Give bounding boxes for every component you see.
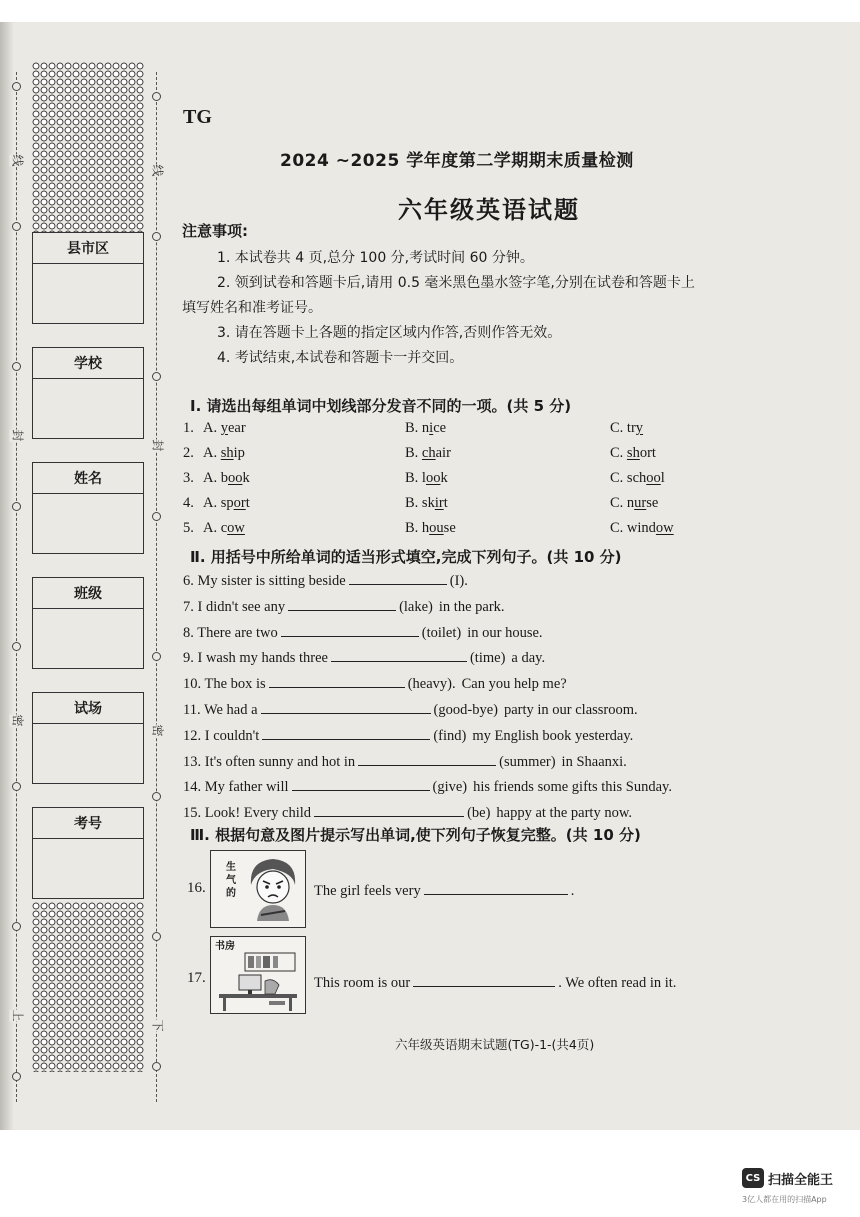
underlined-letters: ur xyxy=(634,495,647,511)
picture-hint-study: 书房 xyxy=(215,941,235,952)
seal-circle xyxy=(152,512,161,521)
watermark-tagline: 3亿人都在用的扫描App xyxy=(742,1195,827,1204)
fill-in-question xyxy=(183,802,632,822)
option-text: ear xyxy=(227,420,246,436)
option-text: B. xyxy=(405,445,422,461)
field-class[interactable] xyxy=(32,577,144,669)
question-16-text: The girl feels very xyxy=(314,883,421,899)
fill-in-question xyxy=(183,699,638,719)
option-text: se xyxy=(443,520,456,536)
answer-blank[interactable] xyxy=(331,647,467,662)
seal-circle xyxy=(152,372,161,381)
watermark-name: 扫描全能王 xyxy=(768,1172,834,1188)
underlined-letters: oo xyxy=(425,470,441,486)
notice-line: 3. 请在答题卡上各题的指定区域内作答,否则作答无效。 xyxy=(217,325,562,341)
underlined-letters: y xyxy=(220,420,228,436)
fill-in-question xyxy=(183,751,627,771)
seal-circle xyxy=(12,222,21,231)
answer-blank-17[interactable] xyxy=(413,972,555,987)
option-text: se xyxy=(646,495,659,511)
question-text-end: Can you help me? xyxy=(461,676,567,693)
underlined-letters: ou xyxy=(429,520,444,536)
question-text: 14. My father will xyxy=(183,779,289,796)
option-b xyxy=(405,495,448,512)
fill-in-question xyxy=(183,673,567,693)
seal-line-right xyxy=(156,72,159,1102)
option-a xyxy=(203,495,250,512)
option-text: A. xyxy=(203,420,221,436)
answer-blank-16[interactable] xyxy=(424,880,568,895)
option-text: C. n xyxy=(610,495,635,511)
answer-blank[interactable] xyxy=(292,776,430,791)
seal-circle xyxy=(152,932,161,941)
option-a xyxy=(203,445,245,462)
fill-in-question xyxy=(183,776,672,796)
word-hint: (time) xyxy=(469,650,506,667)
seal-circle xyxy=(152,792,161,801)
exam-subtitle: 六年级英语试题 xyxy=(398,196,580,224)
option-text: C. sch xyxy=(610,470,647,486)
question-text-end: a day. xyxy=(511,650,546,667)
field-exam-number[interactable] xyxy=(32,807,144,899)
notice-line: 1. 本试卷共 4 页,总分 100 分,考试时间 60 分钟。 xyxy=(217,250,534,266)
question-text-end: in Shaanxi. xyxy=(561,753,627,770)
paper-code: TG xyxy=(183,106,212,128)
word-hint: (I). xyxy=(449,573,468,589)
underlined-letters: sh xyxy=(220,445,234,461)
question-17-number: 17. xyxy=(187,970,206,986)
question-17 xyxy=(314,972,676,992)
camscanner-logo: CS xyxy=(742,1168,764,1188)
notice-line: 填写姓名和准考证号。 xyxy=(182,300,322,316)
option-text: B. n xyxy=(405,420,430,436)
option-text: C. wind xyxy=(610,520,656,536)
question-text-end: his friends some gifts this Sunday. xyxy=(473,779,672,796)
question-text-end: party in our classroom. xyxy=(503,702,638,718)
notice-line: 4. 考试结束,本试卷和答题卡一并交回。 xyxy=(217,350,464,366)
question-16-number: 16. xyxy=(187,880,206,896)
fill-in-question xyxy=(183,622,543,642)
word-hint: (heavy). xyxy=(407,676,456,693)
word-hint: (find) xyxy=(433,727,467,744)
scan-edge-shadow xyxy=(0,22,14,1130)
question-text: 7. I didn't see any xyxy=(183,598,286,615)
seal-circle xyxy=(12,502,21,511)
page-footer: 六年级英语期末试题(TG)-1-(共4页) xyxy=(395,1037,595,1052)
field-label: 县市区 xyxy=(33,233,143,264)
field-county[interactable] xyxy=(32,232,144,324)
seal-char: 封 xyxy=(10,429,25,442)
fill-in-question xyxy=(183,596,505,616)
option-b xyxy=(405,470,448,487)
option-c xyxy=(610,470,665,487)
question-text: 11. We had a xyxy=(183,702,258,718)
field-label: 试场 xyxy=(33,693,143,724)
seal-char: 封 xyxy=(150,439,165,452)
seal-char: 线 xyxy=(10,154,25,167)
answer-blank[interactable] xyxy=(281,622,419,637)
seal-char: 线 xyxy=(150,164,165,177)
seal-circle xyxy=(152,92,161,101)
fill-in-question xyxy=(183,570,474,590)
question-17-end: . We often read in it. xyxy=(558,975,677,991)
option-text: C. xyxy=(610,445,627,461)
option-text: t xyxy=(245,495,250,511)
field-school[interactable] xyxy=(32,347,144,439)
seal-circle xyxy=(12,1072,21,1081)
underlined-letters: oo xyxy=(227,470,243,486)
seal-circle xyxy=(152,232,161,241)
section-2-heading: Ⅱ. 用括号中所给单词的适当形式填空,完成下列句子。(共 10 分) xyxy=(190,548,622,566)
section-1-heading: Ⅰ. 请选出每组单词中划线部分发音不同的一项。(共 5 分) xyxy=(190,397,572,415)
question-text-end: happy at the party now. xyxy=(496,805,632,822)
question-text: 15. Look! Every child xyxy=(183,805,312,822)
underlined-letters: i xyxy=(429,420,434,436)
option-text: ce xyxy=(433,420,447,436)
question-number: 5. xyxy=(183,520,194,536)
question-number: 1. xyxy=(183,420,194,436)
question-text: 12. I couldn't xyxy=(183,727,260,744)
picture-hint-angry: 生气的 xyxy=(226,862,236,899)
question-16-end: . xyxy=(570,883,575,899)
option-c xyxy=(610,520,674,537)
study-room-icon xyxy=(215,951,301,1011)
field-label: 班级 xyxy=(33,578,143,609)
seal-circle xyxy=(12,782,21,791)
option-text: C. tr xyxy=(610,420,636,436)
option-c xyxy=(610,445,656,462)
option-text: A. sp xyxy=(203,495,234,511)
option-text: t xyxy=(443,495,448,511)
word-hint: (give) xyxy=(432,779,468,796)
exam-title: 2024 ~2025 学年度第二学期期末质量检测 xyxy=(280,151,634,171)
question-number: 4. xyxy=(183,495,194,511)
notice-heading: 注意事项: xyxy=(182,222,248,240)
answer-blank[interactable] xyxy=(262,725,430,740)
field-name[interactable] xyxy=(32,462,144,554)
field-label: 姓名 xyxy=(33,463,143,494)
study-room-picture xyxy=(210,936,306,1014)
word-hint: (be) xyxy=(467,805,491,822)
field-label: 学校 xyxy=(33,348,143,379)
option-text: B. h xyxy=(405,520,430,536)
binding-dots-top xyxy=(32,62,144,232)
option-b xyxy=(405,420,446,437)
underlined-letters: y xyxy=(635,420,644,436)
seal-char: 上 xyxy=(10,1009,25,1022)
seal-circle xyxy=(12,642,21,651)
question-text: 8. There are two xyxy=(183,624,278,641)
seal-circle xyxy=(152,652,161,661)
question-16 xyxy=(314,880,574,900)
answer-blank[interactable] xyxy=(314,802,464,817)
question-text-end: my English book yesterday. xyxy=(472,727,634,744)
underlined-letters: sh xyxy=(626,445,640,461)
seal-char: 密 xyxy=(150,724,165,737)
angry-girl-icon xyxy=(243,855,303,925)
word-hint: (good-bye) xyxy=(433,702,498,718)
option-c xyxy=(610,495,658,512)
option-text: ort xyxy=(639,445,656,461)
question-number: 2. xyxy=(183,445,194,461)
option-b xyxy=(405,520,456,537)
field-label: 考号 xyxy=(33,808,143,839)
fill-in-question xyxy=(183,725,633,745)
option-text: A. c xyxy=(203,520,228,536)
underlined-letters: or xyxy=(233,495,246,511)
seal-circle xyxy=(12,922,21,931)
option-text: k xyxy=(242,470,250,486)
question-text: 13. It's often sunny and hot in xyxy=(183,753,356,770)
binding-dots-bottom xyxy=(32,902,144,1072)
field-exam-room[interactable] xyxy=(32,692,144,784)
answer-blank[interactable] xyxy=(349,570,447,585)
option-a xyxy=(203,470,250,487)
word-hint: (toilet) xyxy=(421,624,462,641)
seal-circle xyxy=(12,362,21,371)
option-text: B. sk xyxy=(405,495,435,511)
angry-girl-picture xyxy=(210,850,306,928)
option-text: A. b xyxy=(203,470,228,486)
fill-in-question xyxy=(183,647,545,667)
question-text-end: in the park. xyxy=(438,598,505,615)
seal-char: 密 xyxy=(10,714,25,727)
question-number: 3. xyxy=(183,470,194,486)
option-a xyxy=(203,420,246,437)
answer-blank[interactable] xyxy=(269,673,405,688)
underlined-letters: ir xyxy=(434,495,444,511)
option-text: B. l xyxy=(405,470,426,486)
answer-blank[interactable] xyxy=(261,699,431,714)
underlined-letters: oo xyxy=(646,470,661,486)
word-hint: (lake) xyxy=(399,598,433,615)
question-text: 6. My sister is sitting beside xyxy=(183,573,346,589)
seal-char: 下 xyxy=(150,1019,165,1032)
question-text: 9. I wash my hands three xyxy=(183,650,328,667)
seal-circle xyxy=(152,1062,161,1071)
option-text: A. xyxy=(203,445,221,461)
underlined-letters: ch xyxy=(421,445,436,461)
answer-blank[interactable] xyxy=(288,596,396,611)
option-text: ip xyxy=(233,445,245,461)
question-text: 10. The box is xyxy=(183,676,266,693)
word-hint: (summer) xyxy=(499,753,556,770)
question-17-text: This room is our xyxy=(314,975,411,991)
question-text-end: in our house. xyxy=(467,624,543,641)
option-c xyxy=(610,420,643,437)
option-a xyxy=(203,520,245,537)
underlined-letters: ow xyxy=(655,520,674,536)
option-text: l xyxy=(660,470,665,486)
option-text: k xyxy=(440,470,448,486)
exam-paper xyxy=(0,22,860,1130)
answer-blank[interactable] xyxy=(358,751,496,766)
option-b xyxy=(405,445,451,462)
seal-circle xyxy=(12,82,21,91)
notice-line: 2. 领到试卷和答题卡后,请用 0.5 毫米黑色墨水签字笔,分别在试卷和答题卡上 xyxy=(217,275,695,291)
underlined-letters: ow xyxy=(227,520,245,536)
section-3-heading: Ⅲ. 根据句意及图片提示写出单词,使下列句子恢复完整。(共 10 分) xyxy=(190,826,641,844)
scanner-watermark xyxy=(742,1168,833,1188)
option-text: air xyxy=(435,445,451,461)
